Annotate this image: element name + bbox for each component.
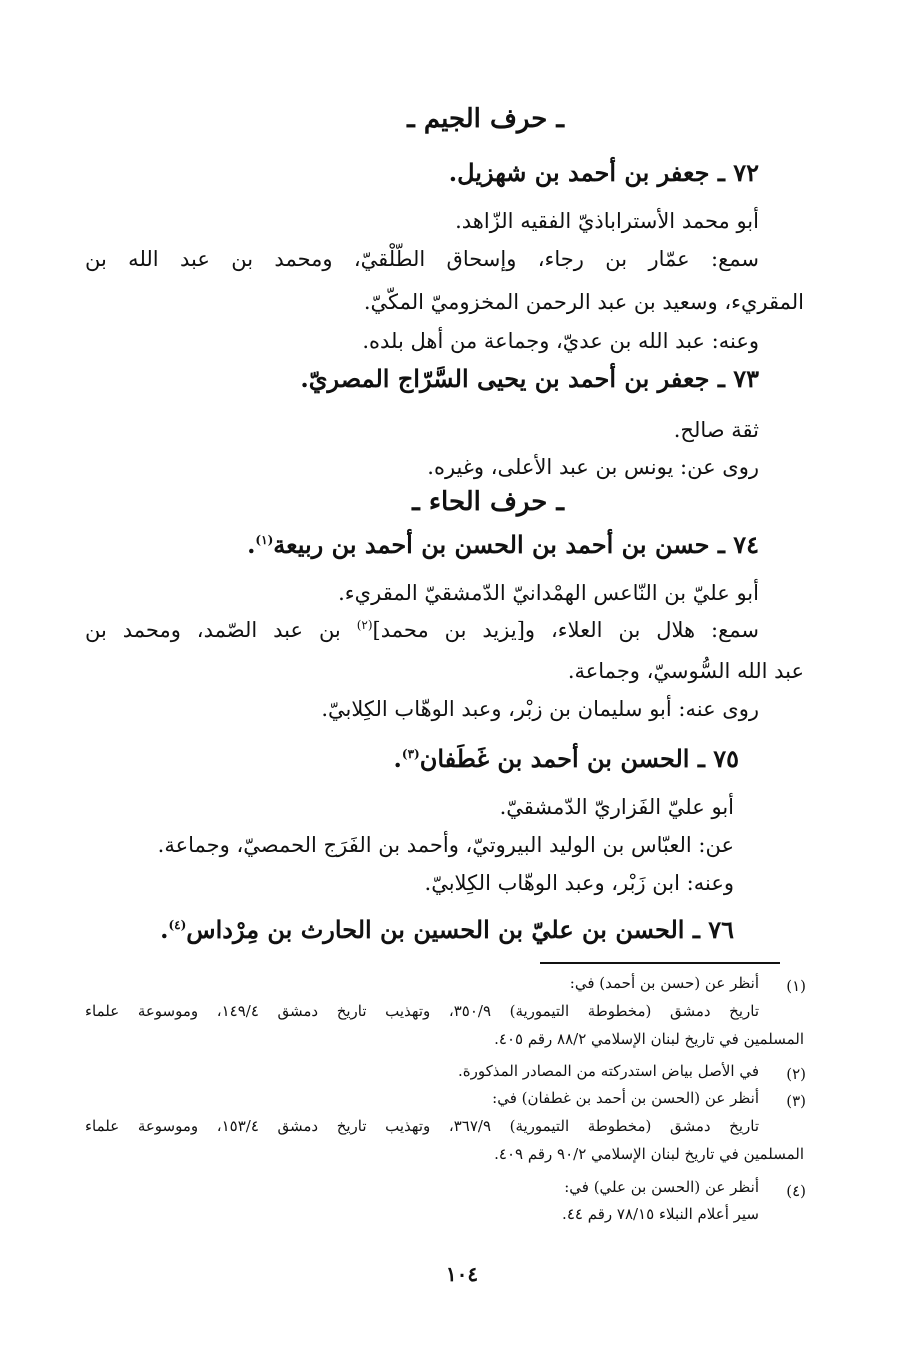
entry-74-heading-text: ٧٤ ـ حسن بن أحمد بن الحسن بن أحمد بن ربيعة <box>273 530 759 559</box>
section-heading-jim: ـ حرف الجيم ـ <box>407 104 564 134</box>
entry-74-line-1: أبو عليّ بن النّاعس الهمْدانيّ الدّمشقيّ المقريء. <box>338 581 759 605</box>
footnote-4-line-2: سير أعلام النبلاء ٧٨/١٥ رقم ٤٤. <box>562 1205 759 1223</box>
entry-74-heading: ٧٤ ـ حسن بن أحمد بن الحسن بن أحمد بن ربيعة$^{(١)}$. <box>247 530 759 559</box>
entry-75-heading-text: ٧٥ ـ الحسن بن أحمد بن غَطَفان <box>419 744 739 773</box>
entry-74-line-4: روى عنه: أبو سليمان بن زبْر، وعبد الوهّاب الكِلابيّ. <box>321 697 759 721</box>
footnote-separator <box>540 962 780 964</box>
footnote-1-number: (١) <box>786 977 806 995</box>
footnote-1-line-3: المسلمين في تاريخ لبنان الإسلامي ٨٨/٢ رقم ٤٠٥. <box>494 1030 804 1048</box>
footnote-3-line-2: تاريخ دمشق (مخطوطة التيمورية) ٣٦٧/٩، وتهذيب تاريخ دمشق ١٥٣/٤، وموسوعة علماء <box>85 1117 759 1135</box>
footnote-2-line-1: في الأصل بياض استدركته من المصادر المذكورة. <box>457 1062 759 1080</box>
entry-74-line-2 <box>85 615 759 645</box>
entry-75-heading: ٧٥ ـ الحسن بن أحمد بن غَطَفان$^{(٣)}$. <box>393 744 739 773</box>
entry-76-heading: ٧٦ ـ الحسن بن عليّ بن الحسين بن الحارث بن مِرْداس$^{(٤)}$. <box>160 915 734 944</box>
entry-75-line-1: أبو عليّ الفَزاريّ الدّمشقيّ. <box>499 795 734 819</box>
footnote-4-line-1: أنظر عن (الحسن بن علي) في: <box>564 1178 759 1196</box>
entry-72-line-2: سمع: عمّار بن رجاء، وإسحاق الطّلْقيّ، ومحمد بن عبد الله بن <box>85 247 759 271</box>
entry-72-line-1: أبو محمد الأستراباذيّ الفقيه الزّاهد. <box>455 209 759 233</box>
entry-74-line-2-a: سمع: هلال بن العلاء، و[يزيد بن محمد] <box>372 618 760 642</box>
entry-72-line-3: المقريء، وسعيد بن عبد الرحمن المخزوميّ المكّيّ. <box>363 290 804 314</box>
footnote-ref-2: (٢) <box>356 618 373 632</box>
footnote-ref-3: (٣) <box>401 747 420 761</box>
entry-76-heading-text: ٧٦ ـ الحسن بن عليّ بن الحسين بن الحارث بن مِرْداس <box>186 915 734 944</box>
entry-73-line-1: ثقة صالح. <box>673 418 759 442</box>
entry-74-line-3: عبد الله السُّوسيّ، وجماعة. <box>567 659 804 683</box>
footnote-ref-1: (١) <box>255 533 274 547</box>
footnote-3-number: (٣) <box>786 1092 806 1110</box>
footnote-ref-4: (٤) <box>168 918 187 932</box>
entry-72-heading: ٧٢ ـ جعفر بن أحمد بن شهزيل. <box>448 158 759 187</box>
footnote-1-line-2: تاريخ دمشق (مخطوطة التيمورية) ٣٥٠/٩، وتهذيب تاريخ دمشق ١٤٩/٤، وموسوعة علماء <box>85 1002 759 1020</box>
footnote-2-number: (٢) <box>786 1065 806 1083</box>
footnote-3-line-3: المسلمين في تاريخ لبنان الإسلامي ٩٠/٢ رقم ٤٠٩. <box>494 1145 804 1163</box>
entry-75-line-3: وعنه: ابن زَبْر، وعبد الوهّاب الكِلابيّ. <box>424 871 734 895</box>
entry-73-line-2: روى عن: يونس بن عبد الأعلى، وغيره. <box>427 455 759 479</box>
entry-75-line-2: عن: العبّاس بن الوليد البيروتيّ، وأحمد بن الفَرَج الحمصيّ، وجماعة. <box>157 833 734 857</box>
entry-72-line-4: وعنه: عبد الله بن عديّ، وجماعة من أهل بلده. <box>362 329 759 353</box>
entry-73-heading: ٧٣ ـ جعفر بن أحمد بن يحيى السَّرّاج المصريّ. <box>300 364 759 393</box>
section-heading-ha: ـ حرف الحاء ـ <box>412 487 564 517</box>
page-number: ١٠٤ <box>445 1262 479 1286</box>
footnote-3-line-1: أنظر عن (الحسن بن أحمد بن غطفان) في: <box>492 1089 759 1107</box>
entry-74-line-2-b: بن عبد الصّمد، ومحمد بن <box>85 618 357 642</box>
footnote-1-line-1: أنظر عن (حسن بن أحمد) في: <box>569 974 759 992</box>
footnote-4-number: (٤) <box>786 1182 806 1200</box>
